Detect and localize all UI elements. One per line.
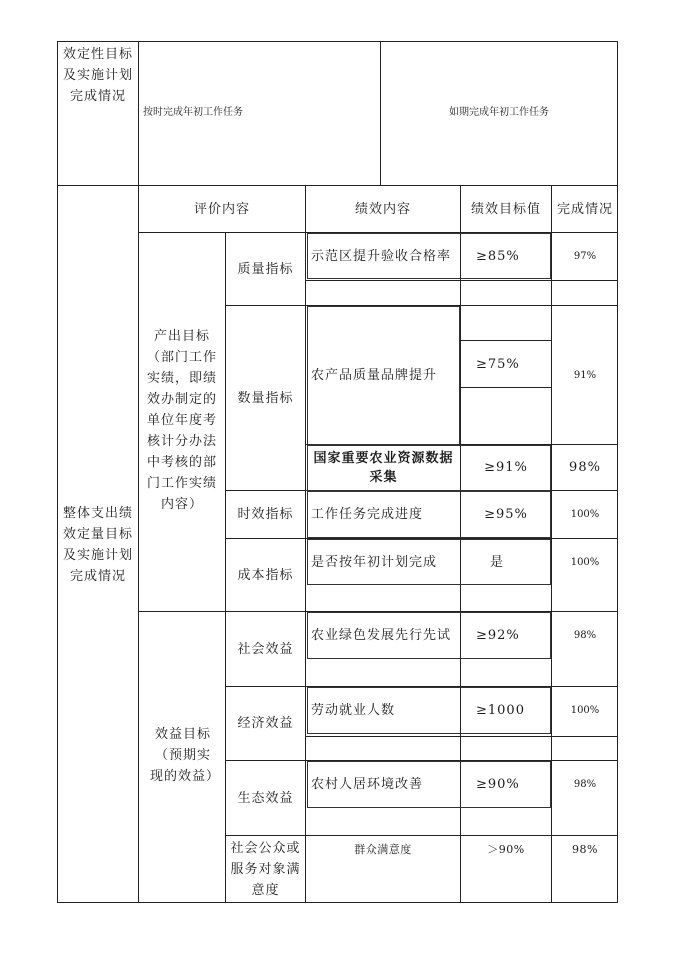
social-target: ≥92% <box>476 628 520 643</box>
quality-result: 97% <box>573 250 597 262</box>
divider <box>460 387 551 388</box>
quantity1-target: ≥75% <box>476 356 520 372</box>
indicator-timeliness: 时效指标 <box>237 507 294 522</box>
time-result: 100% <box>570 509 600 520</box>
sat-content: 群众满意度 <box>354 842 412 856</box>
cost-target: 是 <box>490 554 505 570</box>
divider <box>138 185 139 903</box>
indicator-ecological: 生态效益 <box>237 790 294 806</box>
indicator-social: 社会效益 <box>237 641 294 657</box>
result-text: 如期完成年初工作任务 <box>449 106 549 118</box>
quality-content: 示范区提升验收合格率 <box>311 248 452 264</box>
sat-result: 98% <box>572 842 598 856</box>
indicator-economic: 经济效益 <box>237 716 294 731</box>
header-target-value: 绩效目标值 <box>470 201 541 217</box>
divider <box>305 280 618 281</box>
quantity1-content: 农产品质量品牌提升 <box>311 367 438 383</box>
qualitative-goal-label: 效定性目标及实施计划完成情况 <box>62 47 133 104</box>
divider <box>305 185 306 903</box>
divider <box>305 736 618 737</box>
quantitative-goal-label: 整体支出绩效定量目标及实施计划完成情况 <box>62 506 133 584</box>
plan-text: 按时完成年初工作任务 <box>143 106 243 118</box>
quality-target: ≥85% <box>476 248 520 264</box>
benefit-goal-label: 效益目标（预期实现的效益） <box>150 726 221 784</box>
econ-result: 100% <box>570 705 600 716</box>
indicator-quantity: 数量指标 <box>237 390 294 406</box>
output-goal-label: 产出目标（部门工作实绩，即绩效办制定的单位年度考核计分办法中考核的部门工作实绩内容） <box>146 328 217 512</box>
cost-result: 100% <box>570 556 600 568</box>
econ-content: 劳动就业人数 <box>311 703 396 718</box>
eco-content: 农村人居环境改善 <box>311 777 424 792</box>
quantity2-content: 国家重要农业资源数据采集 <box>313 450 454 485</box>
econ-target: ≥1000 <box>476 703 525 718</box>
indicator-satisfaction: 社会公众或服务对象满意度 <box>230 840 301 898</box>
social-result: 98% <box>573 630 597 641</box>
header-perf-content: 绩效内容 <box>354 201 411 217</box>
eco-result: 98% <box>573 779 597 790</box>
time-target: ≥95% <box>484 507 528 522</box>
sat-target: ＞90% <box>487 842 525 856</box>
header-eval-content: 评价内容 <box>193 201 250 217</box>
quantity2-target: ≥91% <box>484 460 528 475</box>
quantity2-result: 98% <box>569 460 601 475</box>
quantity1-result: 91% <box>573 369 597 381</box>
social-content: 农业绿色发展先行先试 <box>311 628 452 643</box>
cost-content: 是否按年初计划完成 <box>311 554 438 570</box>
indicator-cost: 成本指标 <box>237 567 294 583</box>
time-content: 工作任务完成进度 <box>311 507 424 522</box>
header-completion: 完成情况 <box>556 201 613 217</box>
eco-target: ≥90% <box>476 777 520 792</box>
indicator-quality: 质量指标 <box>237 261 294 277</box>
